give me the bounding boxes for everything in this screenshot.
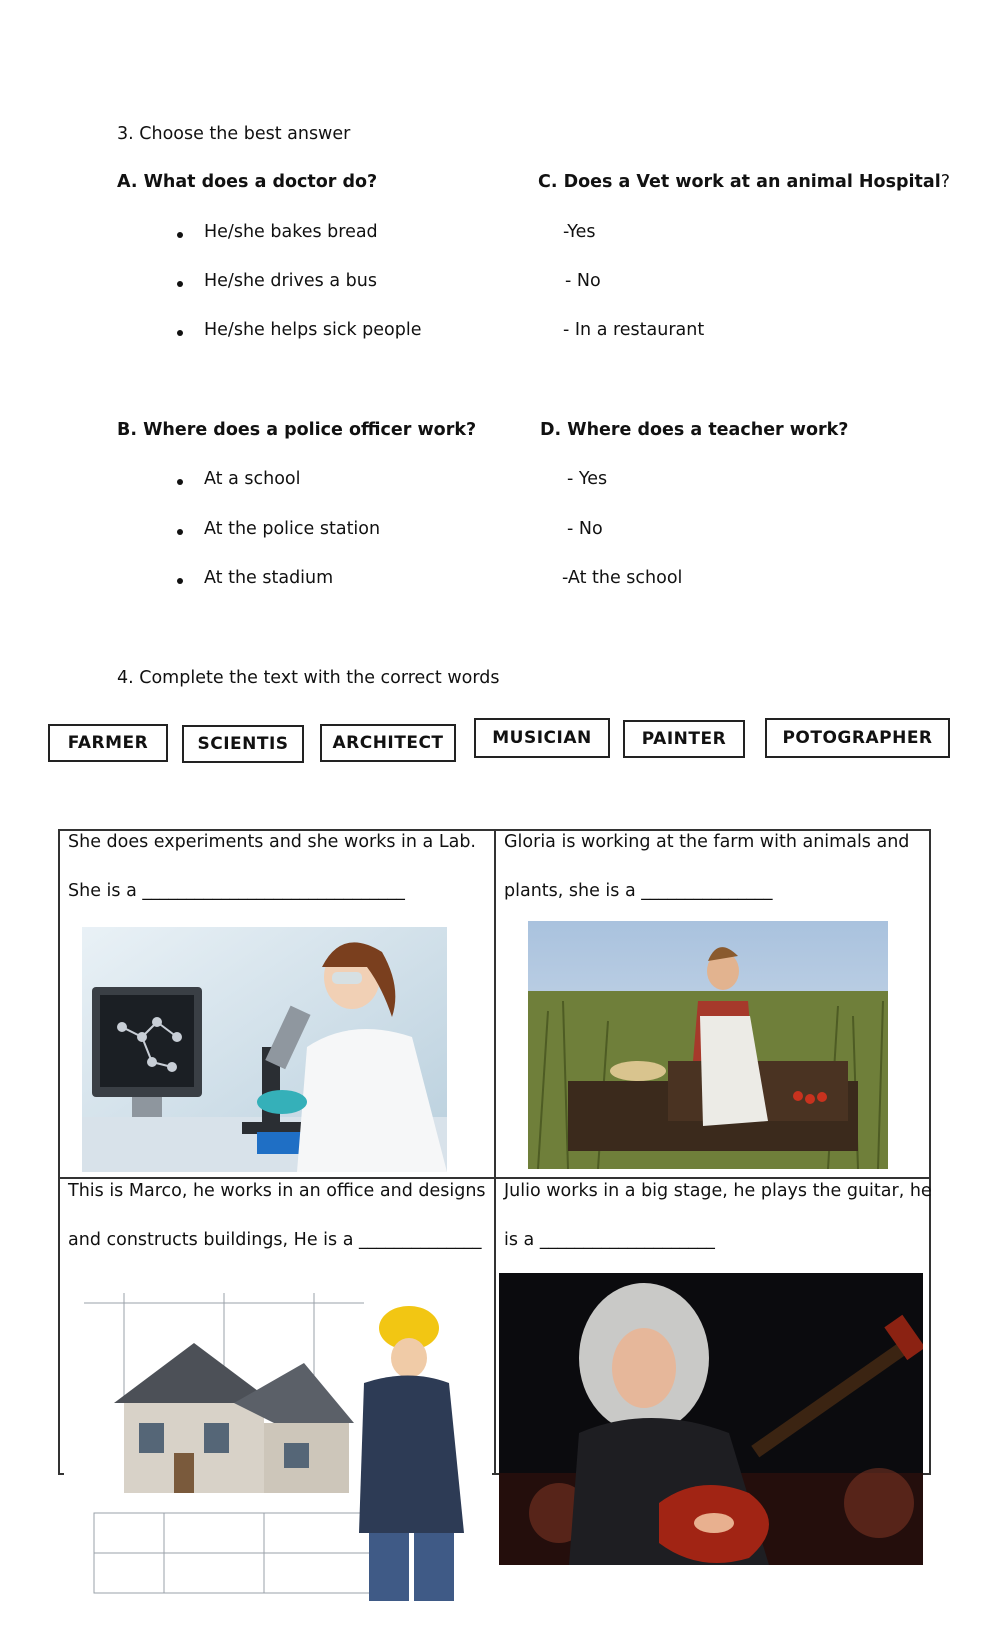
section-3-heading: 3. Choose the best answer <box>117 124 351 144</box>
cell-3-line-1: This is Marco, he works in an office and designs <box>68 1181 486 1201</box>
question-b-label: B. Where does a police officer work? <box>117 420 477 440</box>
bullet-icon <box>177 281 183 287</box>
question-a-option-1: He/she bakes bread <box>204 222 378 242</box>
cell-4-line-2: is a ____________________ <box>504 1230 715 1250</box>
cell-3-line-2: and constructs buildings, He is a ______________ <box>68 1230 482 1250</box>
question-a-option-2: He/she drives a bus <box>204 271 377 291</box>
question-c-option-2: - No <box>565 271 601 291</box>
bullet-icon <box>177 529 183 535</box>
question-c-label-text: C. Does a Vet work at an animal Hospital <box>538 172 941 192</box>
bullet-icon <box>177 232 183 238</box>
word-bank-farmer: FARMER <box>48 724 168 762</box>
question-d-option-1: - Yes <box>567 469 608 489</box>
bullet-icon <box>177 479 183 485</box>
word-bank-painter: PAINTER <box>623 720 745 758</box>
question-d-option-2: - No <box>567 519 603 539</box>
question-a-label: A. What does a doctor do? <box>117 172 378 192</box>
cell-2-line-1: Gloria is working at the farm with animals and <box>504 832 910 852</box>
question-b-option-2: At the police station <box>204 519 381 539</box>
cell-2-line-2: plants, she is a _______________ <box>504 881 773 901</box>
cell-1-line-2: She is a ______________________________ <box>68 881 405 901</box>
question-c-option-3: - In a restaurant <box>563 320 705 340</box>
word-bank-scientis: SCIENTIS <box>182 725 304 763</box>
question-d-option-3: -At the school <box>562 568 683 588</box>
bullet-icon <box>177 578 183 584</box>
question-b-option-1: At a school <box>204 469 301 489</box>
guitarist-photo <box>499 1273 923 1565</box>
question-c-label <box>538 172 950 192</box>
scientist-photo <box>82 927 447 1172</box>
section-4-heading: 4. Complete the text with the correct words <box>117 668 500 688</box>
word-bank-musician: MUSICIAN <box>474 718 610 758</box>
question-a-option-3: He/she helps sick people <box>204 320 422 340</box>
farmer-photo <box>528 921 888 1169</box>
word-bank-architect: ARCHITECT <box>320 724 456 762</box>
word-bank-potographer: POTOGRAPHER <box>765 718 950 758</box>
bullet-icon <box>177 330 183 336</box>
question-b-option-3: At the stadium <box>204 568 334 588</box>
cell-4-line-1: Julio works in a big stage, he plays the guitar, he <box>504 1181 932 1201</box>
cell-1-line-1: She does experiments and she works in a Lab. <box>68 832 476 852</box>
question-c-label-mark: ? <box>940 172 950 192</box>
architect-photo <box>64 1283 492 1601</box>
question-c-option-1: -Yes <box>563 222 596 242</box>
question-d-label: D. Where does a teacher work? <box>540 420 849 440</box>
